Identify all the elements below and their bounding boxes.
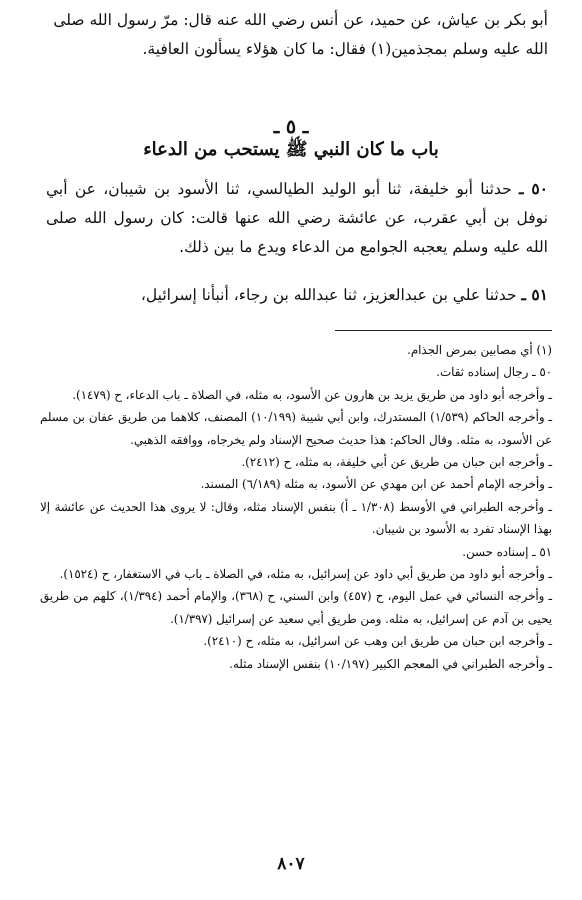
section-number: ـ ٥ ـ — [273, 116, 309, 138]
page-number: ٨٠٧ — [277, 854, 305, 874]
hadith-51-text: حدثنا علي بن عبدالعزيز، ثنا عبدالله بن رجاء، أنبأنا إسرائيل، — [140, 286, 517, 304]
hadith-50 — [46, 174, 548, 262]
footnote-line: ـ وأخرجه أبو داود من طريق يزيد بن هارون عن الأسود، به مثله، في الصلاة ـ باب الدعاء، ح (١٤٧٩). — [72, 387, 552, 402]
footnote-line: ٥٠ ـ رجال إسناده ثقات. — [436, 365, 552, 380]
footnote-line: ـ وأخرجه ابن حبان من طريق ابن وهب عن اسرائيل، به مثله، ح (٢٤١٠). — [203, 634, 552, 649]
hadith-50-text: حدثنا أبو خليفة، ثنا أبو الوليد الطيالسي، ثنا الأسود بن شيبان، عن أبي نوفل بن أبي عقرب، عن عائشة رضي الله عنها قالت: كان رسول الله صلى الله عليه وسلم يعجبه الجوامع من الدعاء ويدع ما بين ذلك. — [46, 180, 548, 256]
intro-line-1: أبو بكر بن عياش، عن حميد، عن أنس رضي الله عنه قال: مرّ رسول الله صلى — [53, 11, 548, 29]
footnote-line: ـ وأخرجه ابن حبان من طريق عن أبي خليفة، به مثله، ح (٢٤١٢). — [241, 455, 552, 470]
footnote-line: ـ وأخرجه الحاكم (١/٥٣٩) المستدرك، وابن أبي شيبة (١٠/١٩٩) المصنف، كلاهما من طريق عفان بن مسلم عن الأسود، به مثله. وقال الحاكم: هذا حديث صحيح الإسناد ولم يخرجاه، ووافقه الذهبي. — [40, 410, 552, 447]
hadith-50-paragraph — [46, 174, 548, 262]
footnote-line: ـ وأخرجه النسائي في عمل اليوم، ح (٤٥٧) وابن السني، ح (٣٦٨)، والإمام أحمد (١/٣٩٤)، كلهم من طريق يحيى بن آدم عن إسرائيل، به مثله. ومن طريق أبي سعيد عن إسرائيل (١/٣٩٧). — [40, 589, 553, 626]
footnote-line: ـ وأخرجه الإمام أحمد عن ابن مهدي عن الأسود، به مثله (٦/١٨٩) المسند. — [200, 477, 552, 492]
hadith-51-paragraph — [46, 280, 548, 310]
hadith-51 — [46, 280, 548, 310]
footnotes — [40, 339, 552, 675]
footnote-line: ـ وأخرجه الطبراني في المعجم الكبير (١٠/١٩٧) بنفس الإسناد مثله. — [229, 656, 552, 671]
footnote-line: ـ وأخرجه أبو داود من طريق أبي داود عن إسرائيل، به مثله، في الصلاة ـ باب في الاستغفار، ح (١٥٢٤). — [59, 567, 552, 582]
chapter-title: باب ما كان النبي ﷺ يستحب من الدعاء — [143, 139, 439, 160]
hadith-50-number: ٥٠ ـ — [519, 179, 549, 198]
footnote-divider — [335, 330, 552, 331]
intro-paragraph — [46, 6, 548, 64]
hadith-51-number: ٥١ ـ — [521, 285, 548, 304]
footnote-line: ـ وأخرجه الطبراني في الأوسط (١/٣٠٨ ـ أ) بنفس الإسناد مثله، وقال: لا يروى هذا الحديث عن عائشة إلا بهذا الإسناد تفرد به الأسود بن شيبان. — [40, 499, 552, 537]
intro-line-2: الله عليه وسلم بمجذمين(١) فقال: ما كان هؤلاء يسألون العافية. — [142, 40, 548, 58]
footnote-line: ٥١ ـ إسناده حسن. — [462, 544, 552, 559]
footnote-line: (١) أي مصابين بمرض الجذام. — [407, 343, 552, 357]
